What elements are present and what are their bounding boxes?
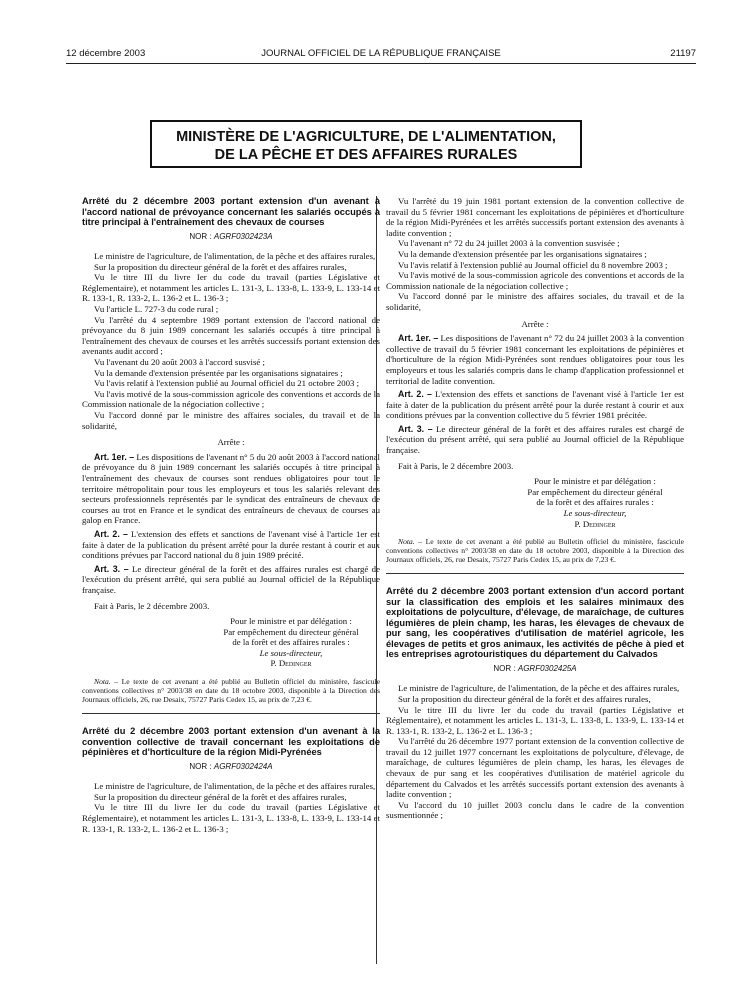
article-1 [386,333,684,386]
paragraph: Vu l'accord du 10 juillet 2003 conclu dans le cadre de la convention susmentionnée ; [386,799,684,821]
article-separator [82,713,380,714]
header-date: 12 décembre 2003 [66,48,146,59]
signature-name: P. Dedinger [270,658,312,669]
nota-label: Nota. – [94,677,119,687]
paragraph: Sur la proposition du directeur général de la forêt et des affaires rurales, [398,693,651,704]
page-number: 21197 [670,48,696,59]
left-column [82,196,380,834]
paragraph: Vu la demande d'extension présentée par les organisations signataires ; [398,248,647,259]
signature-name: P. Dedinger [574,518,616,529]
paragraph: Le ministre de l'agriculture, de l'alimentation, de la pêche et des affaires rurales, [398,683,680,694]
article-text: L'extension des effets et sanctions de l'avenant visé à l'article 1er est faite à dater de la publication du présent arrêté pour la durée restant à courir et aux conditions prévues par la convention collective du 5 février 1981 précitée. [386,389,684,421]
paragraph: Vu l'avenant du 20 août 2003 à l'accord susvisé ; [94,357,265,368]
paragraph: Vu le titre III du livre Ier du code du travail (parties Législative et Réglementaire), et notamment les articles L. 131-3, L. 133-8, L. 133-9, L. 133-14 et R. 133-1, R. 133-2, L. 136-2 et L. 136-3 ; [82,802,380,834]
article-title: Arrêté du 2 décembre 2003 portant extension d'un accord portant sur la classification des emplois et les salaires minimaux des exploitations de polyculture, d'élevage, de maraîchage, de cultures légumières de plein champ, les haras, les élevages de chevaux de pur sang, les coopératives d'utilisation de matériel agricole, les élevages de petits et gros animaux, les activités de pêche à pied et les entreprises agrotouristiques du département du Calvados [386,586,684,660]
article-label: Art. 1er. – [398,333,439,344]
nota-label: Nota. – [398,537,423,547]
signature-line: Pour le ministre et par délégation : [534,476,656,487]
paragraph: Vu l'avis relatif à l'extension publié au Journal officiel du 21 octobre 2003 ; [94,378,360,389]
article-label: Art. 3. – [398,423,433,434]
fait-a-paris: Fait à Paris, le 2 décembre 2003. [94,600,210,611]
paragraph: Vu l'article L. 727-3 du code rural ; [94,304,219,315]
signature-line: Par empêchement du directeur général [527,486,663,497]
page-header [66,48,696,62]
nor-reference [386,664,684,675]
paragraph: Vu le titre III du livre Ier du code du travail (parties Législative et Réglementaire), et notamment les articles L. 131-3, L. 133-8, L. 133-9, L. 133-14 et R. 133-1, R. 133-2, L. 136-2 et L. 136-3 ; [386,704,684,736]
header-rule [66,63,696,64]
nor-reference [82,232,380,243]
nor-code: AGRF0302424A [213,761,273,771]
arrete-heading: Arrête : [217,437,245,448]
paragraph: Vu l'avenant n° 72 du 24 juillet 2003 à la convention susvisée ; [398,238,620,249]
right-column [386,196,684,821]
fait-a-paris: Fait à Paris, le 2 décembre 2003. [398,460,514,471]
signature-line: Pour le ministre et par délégation : [230,616,352,627]
journal-title: JOURNAL OFFICIEL DE LA RÉPUBLIQUE FRANÇAISE [261,48,501,59]
nor-code: AGRF0302423A [213,231,273,241]
article-separator [386,573,684,574]
article-2 [386,389,684,421]
nota-note [386,537,684,564]
paragraph: Sur la proposition du directeur général de la forêt et des affaires rurales, [94,791,347,802]
article-title: Arrêté du 2 décembre 2003 portant extension d'un avenant à l'accord national de prévoyance concernant les salariés occupés à titre principal à l'entraînement des chevaux de courses [82,196,380,227]
paragraph: Vu la demande d'extension présentée par les organisations signataires ; [94,367,343,378]
article-label: Art. 1er. – [94,451,135,462]
signature-line: de la forêt et des affaires rurales : [232,637,350,648]
arrete-heading: Arrête : [521,318,549,329]
nota-note [82,677,380,704]
paragraph: Vu l'accord donné par le ministre des affaires sociales, du travail et de la solidarité, [386,291,684,312]
paragraph: Vu le titre III du livre Ier du code du travail (parties Législative et Réglementaire), et notamment les articles L. 131-3, L. 133-8, L. 133-9, L. 133-14 et R. 133-1, R. 133-2, L. 136-2 et L. 136-3 ; [82,272,380,304]
paragraph: Vu l'accord donné par le ministre des affaires sociales, du travail et de la solidarité, [82,410,380,431]
article-text: Les dispositions de l'avenant n° 72 du 24 juillet 2003 à la convention collective de travail du 5 février 1981 concernant les exploitations de pépinières et d'horticulture de la région Midi-Pyrénées sont rendues obligatoires pour tous les employeurs et tous les salariés compris dans le champ d'application professionnel et territorial de ladite convention. [386,333,684,386]
paragraph: Le ministre de l'agriculture, de l'alimentation, de la pêche et des affaires rurales, [94,781,376,792]
nor-label: NOR : [189,761,212,771]
paragraph: Sur la proposition du directeur général de la forêt et des affaires rurales, [94,261,347,272]
ministry-line-2: DE LA PÊCHE ET DES AFFAIRES RURALES [214,147,518,163]
paragraph: Vu l'avis relatif à l'extension publié au Journal officiel du 8 novembre 2003 ; [398,259,668,270]
nota-text: Le texte de cet avenant a été publié au Bulletin officiel du ministère, fascicule conventions collectives n° 2003/38 en date du 18 octobre 2003, disponible à la Direction des Journaux officiels, 26, rue Desaix, 75727 Paris Cedex 15, au prix de 7,23 €. [386,537,684,565]
article-text: L'extension des effets et sanctions de l'avenant visé à l'article 1er est faite à dater de la publication du présent arrêté pour la durée restant à courir et aux conditions prévues par l'accord national du 8 juin 1989 précité. [82,528,380,561]
ministry-line-1: MINISTÈRE DE L'AGRICULTURE, DE L'ALIMENTATION, [176,129,556,145]
signature-title: Le sous-directeur, [259,647,323,658]
article-3 [82,564,380,596]
paragraph: Vu l'arrêté du 26 décembre 1977 portant extension de la convention collective de travail du 12 juillet 1977 concernant les exploitations de polyculture, d'élevage, de maraîchage, de cultures légumières de plein champ, les haras, les élevages de chevaux de pur sang et les coopératives d'utilisation de matériel agricole du département du Calvados et les arrêtés successifs portant extension des avenants à ladite convention ; [386,736,684,800]
nor-label: NOR : [189,231,212,241]
signature-block [506,476,684,529]
article-2 [82,529,380,561]
paragraph: Vu l'avis motivé de la sous-commission agricole des conventions et accords de la Commission nationale de la négociation collective ; [386,270,684,291]
article-text: Les dispositions de l'avenant n° 5 du 20 août 2003 à l'accord national de prévoyance du 8 juin 1989 concernant les salariés occupés à titre principal à l'entraînement des chevaux de courses sont rendues obligatoires pour tout le territoire métropolitain pour tous les employeurs et tous les salariés relevant des secteurs professionnels représentés par le syndicat des entraîneurs de chevaux de courses au trot en France et le syndicat des entraîneurs de chevaux de courses au galop en France. [82,451,380,526]
nota-text: Le texte de cet avenant a été publié au Bulletin officiel du ministère, fascicule conventions collectives n° 2003/38 en date du 18 octobre 2003, disponible à la Direction des Journaux officiels, 26, rue Desaix, 75727 Paris Cedex 15, au prix de 7,23 €. [82,677,380,705]
paragraph: Vu l'arrêté du 4 septembre 1989 portant extension de l'accord national de prévoyance du 8 juin 1989 concernant les salariés occupés à titre principal à l'entraînement des chevaux de courses et les arrêtés successifs portant extension des avenants audit accord ; [82,314,380,357]
nor-reference [82,762,380,773]
signature-line: Par empêchement du directeur général [223,626,359,637]
paragraph: Vu l'avis motivé de la sous-commission agricole des conventions et accords de la Commission nationale de la négociation collective ; [82,388,380,410]
article-text: Le directeur général de la forêt et des affaires rurales est chargé de l'exécution du présent arrêté, qui sera publié au Journal officiel de la République française. [82,563,380,595]
article-label: Art. 2. – [94,528,128,539]
signature-block [202,616,380,669]
paragraph: Vu l'arrêté du 19 juin 1981 portant extension de la convention collective de travail du 5 février 1981 concernant les exploitations de pépinières et d'horticulture de la région Midi-Pyrénées et les arrêtés successifs portant extension des avenants à ladite convention ; [386,196,684,238]
article-text: Le directeur général de la forêt et des affaires rurales est chargé de l'exécution du présent arrêté, qui sera publié au Journal officiel de la République française. [386,423,684,456]
article-3 [386,424,684,456]
nor-label: NOR : [493,663,516,673]
ministry-heading-box [150,120,582,168]
nor-code: AGRF0302425A [517,663,577,673]
article-title: Arrêté du 2 décembre 2003 portant extension d'un avenant à la convention collective de travail concernant les exploitations de pépinières et d'horticulture de la région Midi-Pyrénées [82,726,380,758]
article-label: Art. 3. – [94,563,129,574]
signature-line: de la forêt et des affaires rurales : [536,497,654,508]
paragraph: Le ministre de l'agriculture, de l'alimentation, de la pêche et des affaires rurales, [94,251,376,262]
article-1 [82,452,380,526]
signature-title: Le sous-directeur, [563,508,627,519]
article-label: Art. 2. – [398,389,432,400]
